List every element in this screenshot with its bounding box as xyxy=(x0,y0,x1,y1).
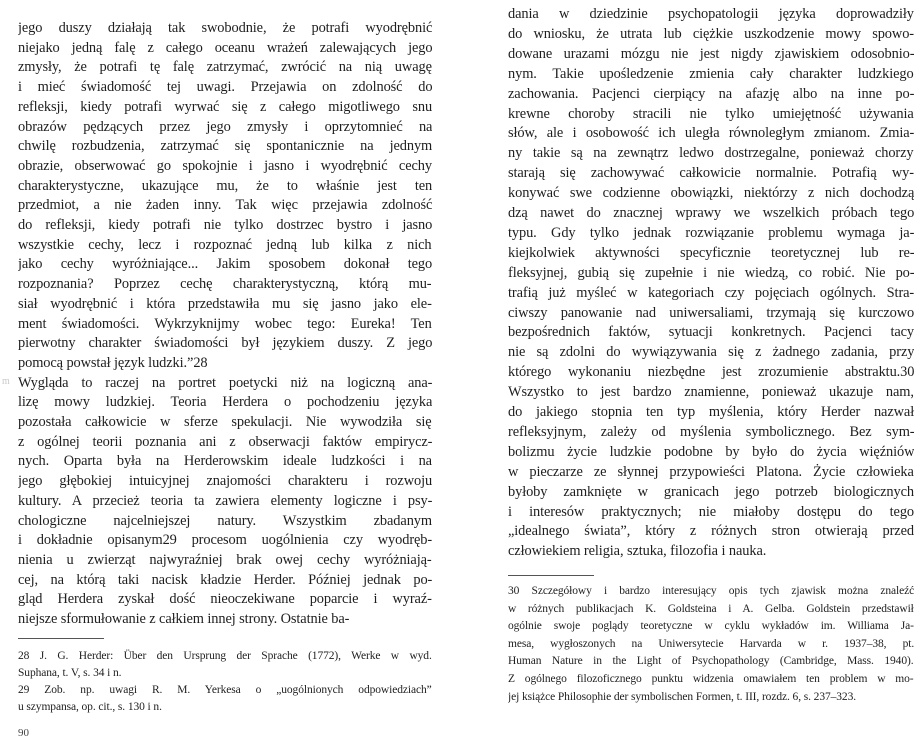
footnote-line: Human Nature in the Light of Psychopathology (Cambridge, Mass. 1940). xyxy=(508,655,914,668)
text-line: „idealnego świata”, który z różnych stron otwierają przed xyxy=(508,523,914,540)
text-line: słów, ale i osobowość ich uległa równoległym zmianom. Zmia- xyxy=(508,125,914,142)
text-line: typu. Gdy tylko jednak rozwiązanie problemu wymaga ja- xyxy=(508,224,914,241)
text-line: niejako jedną falę z całego oceanu wrażeń zalewających jego xyxy=(18,39,432,56)
text-line: gląd Herdera zyskał dość nieoczekiwane poparcie i wyraź- xyxy=(18,591,432,608)
text-line: starają się zachowywać całkowicie normalnie. Potrafią wy- xyxy=(508,165,914,182)
text-line: krewne choroby stracili nie tylko umiejętność używania xyxy=(508,105,914,122)
text-line: chwilę rozbudzenia, zatrzymać się spontanicznie na jednym xyxy=(18,138,432,155)
footnote-line: mesa, wygłoszonych na Uniwersytecie Harvarda w r. 1937–38, pt. xyxy=(508,637,914,650)
text-line: ciwszy panowanie nad uniwersaliami, trzymają się kurczowo xyxy=(508,304,914,321)
text-line: pomocą powstał język ludzki.”28 xyxy=(18,354,208,371)
footnote-line: u szympansa, op. cit., s. 130 i n. xyxy=(18,701,162,713)
text-line: fleksyjnej, gubią się zupełnie i nie wiedzą, co robić. Nie po- xyxy=(508,264,914,281)
text-line: obrazów pędzących przez jego zmysły i oprzytomnieć na xyxy=(18,118,432,135)
text-line: w pieczarze ze słynnej przypowieści Platona. Życie człowieka xyxy=(508,463,914,480)
bleed-through-mark: m xyxy=(2,376,10,387)
text-line: byłoby zamknięte w granicach jego potrzeb biologicznych xyxy=(508,483,914,500)
text-line: którego wykonaniu niezbędne jest zrozumienie abstraktu.30 xyxy=(508,364,914,381)
text-line: kultury. A przecież teoria ta zawiera elementy logiczne i psy- xyxy=(18,492,432,509)
text-line: cej, na którą taki nacisk kładzie Herder. Później jednak po- xyxy=(18,571,432,588)
text-line: chologiczne najcelniejszej natury. Wszystkim zbadanym xyxy=(18,512,432,529)
text-line: i dokładnie opisanym29 procesom uogólnienia czy wyodręb- xyxy=(18,532,432,549)
text-line: do wniosku, że utrata lub ciężkie uszkodzenie mowy spowo- xyxy=(508,25,914,42)
text-line: dzą nawet do znacznej wprawy we wszelkich próbach tego xyxy=(508,205,914,221)
text-line: zachowania. Pacjenci cierpiący na afazję albo na inne po- xyxy=(508,85,914,102)
text-line: do jakiego stopnia ten typ myślenia, który Herder nazwał xyxy=(508,404,914,420)
text-line: charakterystyczne, ukazujące mu, że to właśnie jest ten xyxy=(18,177,432,194)
text-line: jako cechy wyróżniające... Jakim sposobem dokonał tego xyxy=(18,256,432,273)
footnote-line: jej książce Philosophie der symbolischen Formen, t. III, rozdz. 6, s. 237–323. xyxy=(508,690,856,703)
text-line: refleksyjnym, zależy od myślenia symbolicznego. Bez sym- xyxy=(508,423,914,440)
text-line: jego duszy działają tak swobodnie, że potrafi wyodrębnić xyxy=(18,20,432,36)
text-line: nym. Takie upośledzenie zmienia cały charakter ludzkiego xyxy=(508,65,914,82)
footnote-line: Suphana, t. V, s. 34 i n. xyxy=(18,667,122,679)
text-line: dowane urazami mózgu nie jest nigdy zjawiskiem odosobnio- xyxy=(508,45,914,62)
left-footnote-rule xyxy=(18,638,104,639)
right-page xyxy=(460,0,920,750)
text-line: rozpoznania? Poprzez cechę charakterystyczną, którą mu- xyxy=(18,276,432,293)
text-line: i interesów praktycznych; nie miałoby dostępu do tego xyxy=(508,503,914,520)
page-number: 90 xyxy=(18,727,29,739)
right-footnote-rule xyxy=(508,575,594,576)
text-line: dania w dziedzinie psychopatologii języka doprowadziły xyxy=(508,6,914,22)
text-line: siał wyodrębnić i która przedstawiła mu się jasno jako ele- xyxy=(18,295,432,312)
text-line: pierwotny charakter świadomości był językiem duszy. Z jego xyxy=(18,335,432,352)
text-line: pozostała całkowicie w sferze spekulacji. Nie wywodziła się xyxy=(18,414,432,430)
text-line: bezpośrednich faktów, sytuacji konkretnych. Pacjenci tacy xyxy=(508,324,914,341)
text-line: nienia u zwierząt najwyraźniej brak owej cechy wyróżniają- xyxy=(18,551,432,568)
text-line: Wygląda to raczej na portret poetycki niż na logiczną ana- xyxy=(18,374,432,391)
text-line: jego głębokiej intuicyjnej znajomości charakteru i rozwoju xyxy=(18,473,432,490)
text-line: ny takie są na zewnątrz ledwo dostrzegalne, ponieważ chorzy xyxy=(508,145,914,162)
text-line: ment świadomości. Wykrzyknijmy wobec tego: Eureka! Ten xyxy=(18,315,432,332)
text-line: i mieć świadomość tej uwagi. Przejawia on zdolność do xyxy=(18,79,432,96)
text-line: konywać swe codzienne obowiązki, niektórzy z nich dochodzą xyxy=(508,185,914,202)
text-line: nie są zdolni do wywiązywania się z żadnego zadania, przy xyxy=(508,344,914,361)
footnote-line: 29 Zob. np. uwagi R. M. Yerkesa o „uogólnionych odpowiedziach” xyxy=(18,684,432,696)
footnote-line: 30 Szczegółowy i bardzo interesujący opis tych zjawisk można znaleźć xyxy=(508,585,914,597)
text-line: lizę mowy ludzkiej. Teoria Herdera o pochodzeniu języka xyxy=(18,394,432,411)
text-line: przedmiot, a nie żaden inny. Tak więc przejawia zdolność xyxy=(18,197,432,214)
footnote-line: ogólnie swoje poglądy teoretyczne w cyklu wykładów im. Williama Ja- xyxy=(508,620,914,633)
text-line: niejsze sformułowanie z całkiem innej strony. Ostatnie ba- xyxy=(18,611,350,627)
footnote-line: w różnych publikacjach K. Goldsteina i A. Gelba. Goldstein przedstawił xyxy=(508,602,914,615)
footnote-line: Z ogólnego filozoficznego punktu widzenia omawiałem ten problem w mo- xyxy=(508,673,914,685)
text-line: kiejkolwiek aktywności specyficznie teoretycznej lub re- xyxy=(508,244,914,261)
footnote-line: 28 J. G. Herder: Über den Ursprung der Sprache (1772), Werke w wyd. xyxy=(18,650,432,662)
text-line: zmysły, że potrafi tę falę zatrzymać, zwrócić na nią uwagę xyxy=(18,59,432,76)
text-line: do refleksji, kiedy potrafi nie tylko dostrzec bystro i jasno xyxy=(18,217,432,233)
text-line: człowiekiem religia, sztuka, filozofia i nauka. xyxy=(508,543,767,560)
text-line: nych. Oparta była na Herderowskim ideale ludzkości i na xyxy=(18,453,432,470)
text-line: trafią już myśleć w kategoriach czy pojęciach ogólnych. Stra- xyxy=(508,284,914,301)
text-line: Wszystko to jest bardzo znamienne, ponieważ ukazuje nam, xyxy=(508,384,914,401)
text-line: refleksji, kiedy potrafi wyrwać się z całego migotliwego snu xyxy=(18,98,432,115)
text-line: bolizmu życie ludzkie podobne by było do życia więźniów xyxy=(508,443,914,460)
text-line: wszystkie cechy, lecz i rozpoznać jedną lub kilka z nich xyxy=(18,236,432,253)
text-line: obrazie, obserwować go spokojnie i jasno i wyodrębnić cechy xyxy=(18,157,432,174)
text-line: z ogólnej teorii poznania ani z obserwacji faktów empirycz- xyxy=(18,433,432,450)
